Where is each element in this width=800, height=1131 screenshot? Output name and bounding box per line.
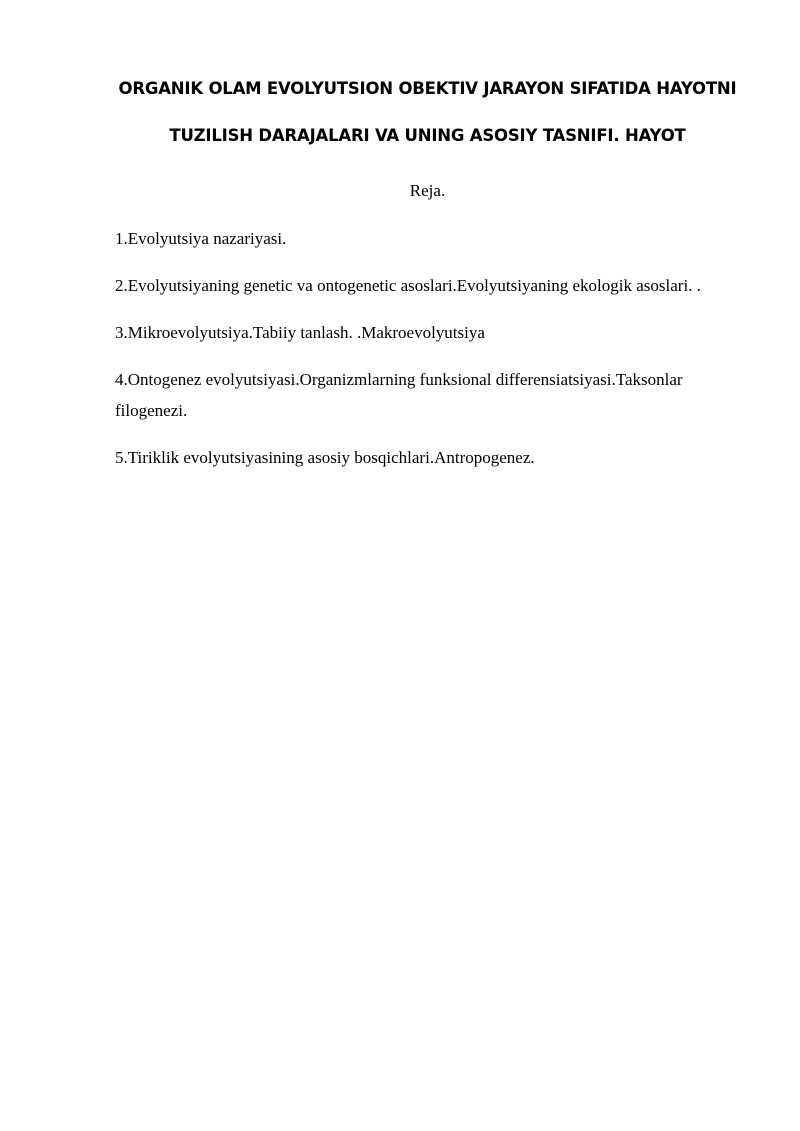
plan-item-5: 5.Tiriklik evolyutsiyasining asosiy bosqichlari.Antropogenez. <box>115 448 535 467</box>
plan-item-3: 3.Mikroevolyutsiya.Tabiiy tanlash. .Makroevolyutsiya <box>115 323 485 342</box>
document-title-line-2: TUZILISH DARAJALARI VA UNING ASOSIY TASNIFI. HAYOT <box>169 126 686 145</box>
plan-item-1: 1.Evolyutsiya nazariyasi. <box>115 229 287 248</box>
plan-item-4: 4.Ontogenez evolyutsiyasi.Organizmlarning funksional differensiatsiyasi.Taksonlar filogenezi. <box>115 370 683 420</box>
document-title-line-1: ORGANIK OLAM EVOLYUTSION OBEKTIV JARAYON SIFATIDA HAYOTNI <box>118 79 737 98</box>
plan-list <box>115 223 735 489</box>
plan-item-2: 2.Evolyutsiyaning genetic va ontogenetic asoslari.Evolyutsiyaning ekologik asoslari. . <box>115 276 701 295</box>
plan-heading: Reja. <box>409 181 446 200</box>
